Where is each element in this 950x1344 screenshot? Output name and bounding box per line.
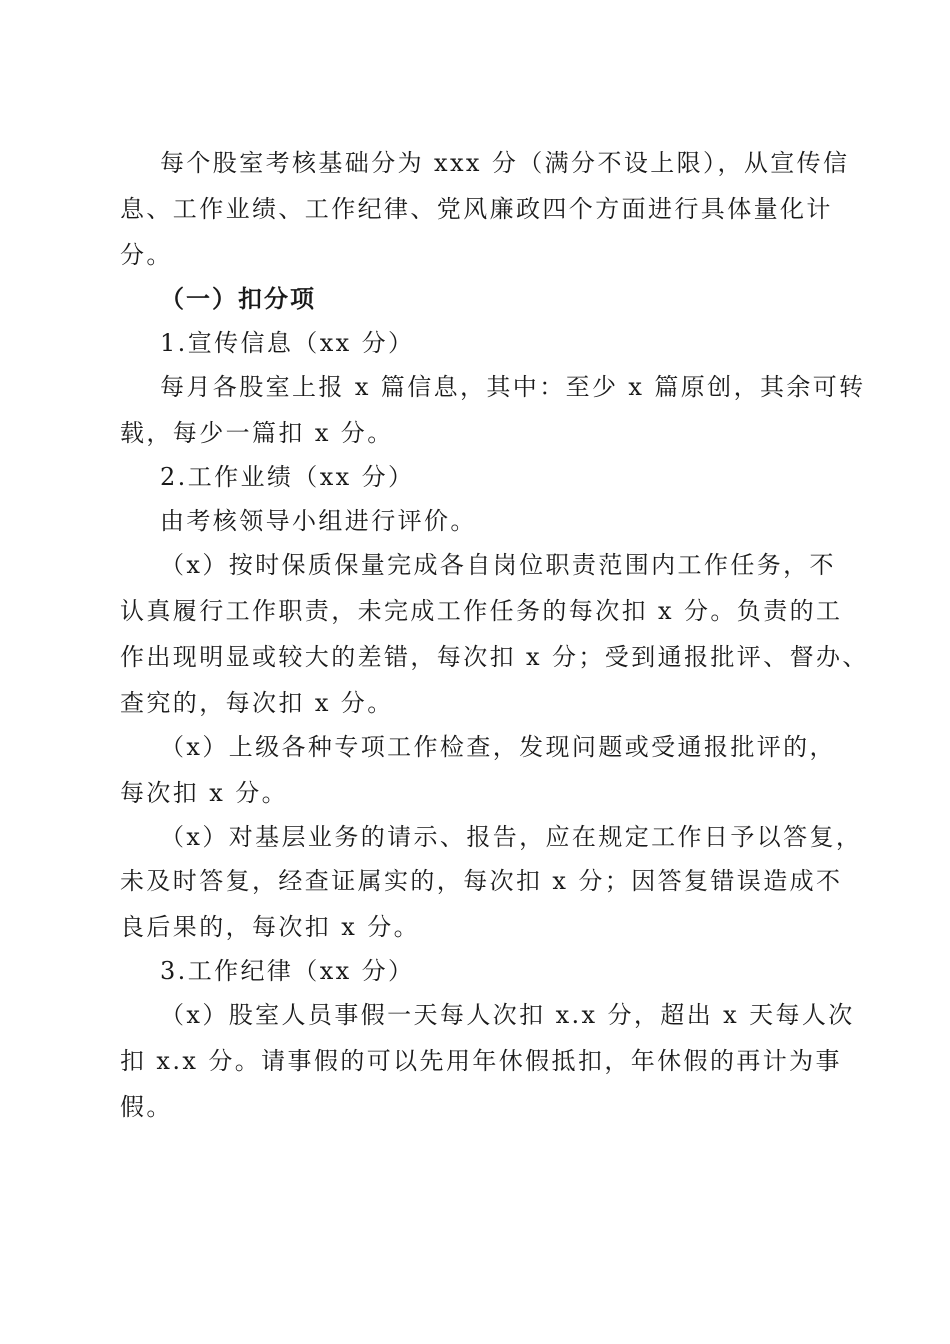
item2-sub3-line-1: （x）对基层业务的请示、报告，应在规定工作日予以答复， [160,823,863,851]
item2-sub2-line-1: （x）上级各种专项工作检查，发现问题或受通报批评的， [160,733,836,761]
item2-title: 2.工作业绩（xx 分） [160,463,415,491]
item1-line-1: 每月各股室上报 x 篇信息，其中：至少 x 篇原创，其余可转 [160,373,866,401]
item2-sub3-line-2: 未及时答复，经查证属实的，每次扣 x 分；因答复错误造成不 [120,867,843,895]
intro-line-2: 息、工作业绩、工作纪律、党风廉政四个方面进行具体量化计 [120,195,833,223]
item2-sub1-line-2: 认真履行工作职责，未完成工作任务的每次扣 x 分。负责的工 [120,597,843,625]
item2-sub2-line-2: 每次扣 x 分。 [120,779,288,807]
item2-sub1-line-1: （x）按时保质保量完成各自岗位职责范围内工作任务，不 [160,551,836,579]
item3-sub1-line-2: 扣 x.x 分。请事假的可以先用年休假抵扣，年休假的再计为事 [120,1047,842,1075]
intro-line-3: 分。 [120,241,173,269]
item3-sub1-line-1: （x）股室人员事假一天每人次扣 x.x 分，超出 x 天每人次 [160,1001,855,1029]
intro-line-1: 每个股室考核基础分为 xxx 分（满分不设上限），从宣传信 [160,149,850,177]
item2-desc: 由考核领导小组进行评价。 [160,507,477,535]
section-heading-deductions: （一）扣分项 [160,285,316,313]
item2-sub1-line-3: 作出现明显或较大的差错，每次扣 x 分；受到通报批评、督办、 [120,643,869,671]
item3-sub1-line-3: 假。 [120,1093,173,1121]
item1-title: 1.宣传信息（xx 分） [160,329,415,357]
item3-title: 3.工作纪律（xx 分） [160,957,415,985]
item2-sub1-line-4: 查究的，每次扣 x 分。 [120,689,394,717]
item1-line-2: 载，每少一篇扣 x 分。 [120,419,394,447]
item2-sub3-line-3: 良后果的，每次扣 x 分。 [120,913,420,941]
